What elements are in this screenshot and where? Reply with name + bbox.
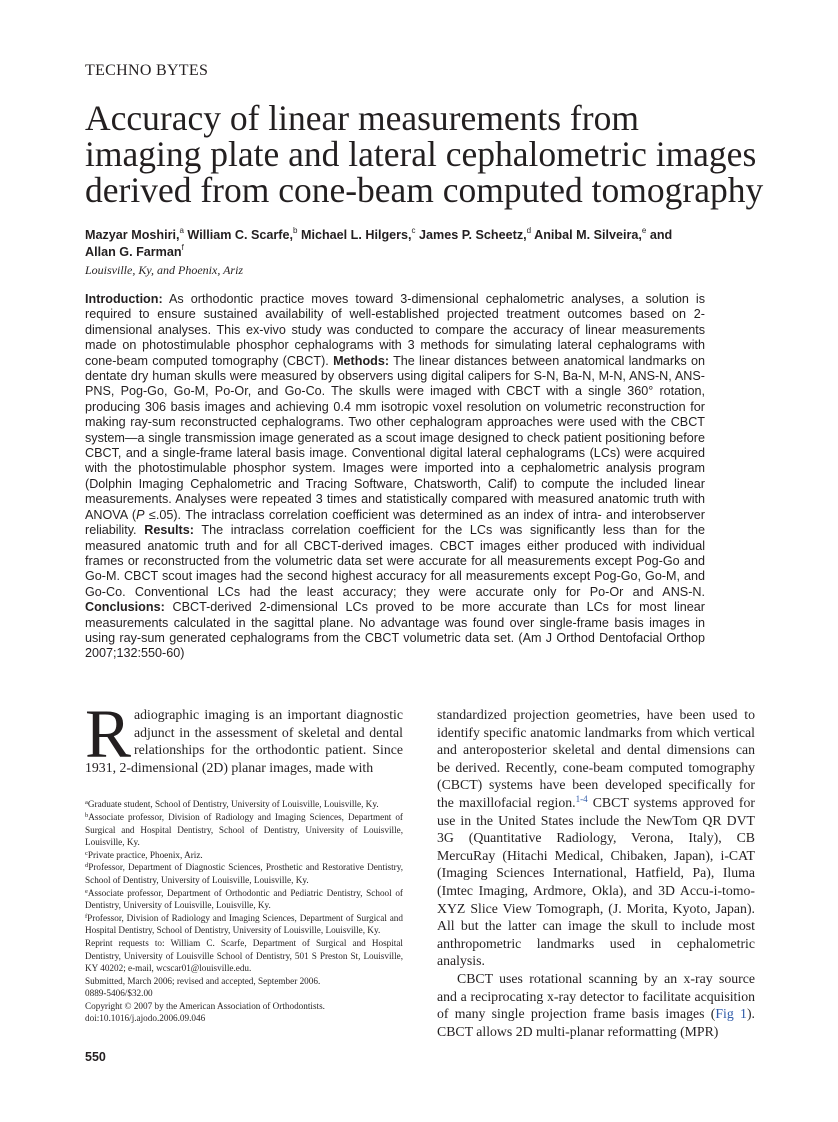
issn: 0889-5406/$32.00 xyxy=(85,988,153,999)
author-name: Mazyar Moshiri, xyxy=(85,228,180,242)
affiliation-mark: a xyxy=(179,226,184,235)
section-label: TECHNO BYTES xyxy=(85,62,209,79)
intro-paragraph xyxy=(85,696,403,776)
abstract-text: CBCT-derived 2-dimensional LCs proved to be more accurate than LCs for most linear measurements calculated in the sagittal plane. No advantage was found over single-frame basis images in using ray-sum generated cephalograms from the CBCT volumetric data set. (Am J Orthod Dentofacial Orthop 2007;132:550-60) xyxy=(85,600,705,661)
footnote-mark: e xyxy=(85,887,88,895)
drop-cap: R xyxy=(85,696,132,772)
author-name: Michael L. Hilgers, xyxy=(297,228,412,242)
abstract-text: The linear distances between anatomical landmarks on dentate dry human skulls were measured by observers using digital calipers for S-N, Ba-N, M-N, ANS-N, ANS-PNS, Pog-Go, Go-M, Po-Or, and Go-Co. The skulls were imaged with CBCT with a single 360° rotation, producing 306 basis images and achieving 0.4 mm isotropic voxel resolution on volumetric reconstruction for making ray-sum reconstructed cephalograms. Two other cephalogram approaches were used with the CBCT system—a single transmission image generated as a scout image designed to check patient positioning before CBCT, and a single-frame lateral basis image. Conventional digital lateral cephalograms (LCs) were acquired with the photostimulable phosphor system. Images were imported into a cephalometric analysis program (Dolphin Imaging Cephalometric and Tracing Software, Chatsworth, Calif) to compute the included linear measurements. Analyses were repeated 3 times and statistically compared with measured anatomic truth with ANOVA ( xyxy=(85,353,705,522)
submission-dates: Submitted, March 2006; revised and accepted, September 2006. xyxy=(85,975,321,986)
title-line: Accuracy of linear measurements from xyxy=(85,98,639,138)
footnote-mark: c xyxy=(85,849,88,857)
affiliation-mark: c xyxy=(411,226,416,235)
reprint-requests: Reprint requests to: William C. Scarfe, Department of Surgical and Hospital Dentistry, University of Louisville School of Dentistry, 501 S Preston St, Louisville, KY 40202; e-mail, wcscar01@louisville.edu. xyxy=(85,937,403,974)
footnote xyxy=(85,849,403,862)
left-column xyxy=(85,696,403,1025)
footnote-text: Professor, Department of Diagnostic Sciences, Prosthetic and Restorative Dentistry, School of Dentistry, University of Louisville, Louisville, Ky. xyxy=(85,862,403,885)
copyright: Copyright © 2007 by the American Association of Orthodontists. xyxy=(85,1000,325,1011)
title-line: imaging plate and lateral cephalometric images xyxy=(85,134,757,174)
paragraph-text: CBCT uses rotational scanning by an x-ray source and a reciprocating x-ray detector to facilitate acquisition of many single projection frame basis images ( xyxy=(437,970,755,1022)
author-location: Louisville, Ky, and Phoenix, Ariz xyxy=(85,263,244,277)
page-number: 550 xyxy=(85,1050,106,1064)
footnote-text: Private practice, Phoenix, Ariz. xyxy=(87,849,203,860)
author-name: Anibal M. Silveira, xyxy=(531,228,642,242)
abstract-heading-results: Results: xyxy=(144,523,194,538)
abstract-text: The intraclass correlation coefficient for the LCs was significantly less than for the measured anatomic truth and for all CBCT-derived images. CBCT images either produced with individual frames or reconstructed from the volumetric data set were accurate for all measurements except Pog-Go and Go-M. CBCT scout images had the second highest accuracy for all measurements except Pog-Go, Go-M, and Go-Co. Conventional LCs had the least accuracy; they were accurate only for Po-Or and ANS-N. xyxy=(85,523,705,599)
footnote-mark: b xyxy=(85,811,89,819)
figure-link[interactable]: Fig 1 xyxy=(715,1006,747,1022)
body-paragraph xyxy=(437,970,755,1040)
affiliation-mark: b xyxy=(293,226,298,235)
abstract-text: As orthodontic practice moves toward 3-dimensional cephalometric analyses, a solution is required to ensure sustained availability of well-established projected treatment outcomes based on 2-dimensional analyses. This ex-vivo study was conducted to compare the accuracy of linear measurements made on photostimulable phosphor cephalograms with 3 methods for simulating lateral cephalograms with cone-beam computed tomography (CBCT). xyxy=(85,292,705,368)
abstract-heading-methods: Methods: xyxy=(333,353,390,368)
author-list xyxy=(85,227,745,261)
footnote xyxy=(85,861,403,886)
abstract xyxy=(85,292,705,662)
author-name: William C. Scarfe, xyxy=(183,228,294,242)
footnote-text: Associate professor, Division of Radiology and Imaging Sciences, Department of Surgical and Hospital Dentistry, School of Dentistry, University of Louisville, Louisville, Ky. xyxy=(85,811,403,848)
title-line: derived from cone-beam computed tomography xyxy=(85,170,764,210)
footnote-mark: d xyxy=(85,862,89,870)
footnote xyxy=(85,887,403,912)
footnote xyxy=(85,798,403,811)
doi: doi:10.1016/j.ajodo.2006.09.046 xyxy=(85,1013,206,1024)
footnote-text: Associate professor, Department of Orthodontic and Pediatric Dentistry, School of Dentistry, University of Louisville, Louisville, Ky. xyxy=(85,887,403,911)
affiliation-mark: e xyxy=(641,226,647,235)
reference-link[interactable]: 1-4 xyxy=(575,793,588,804)
abstract-heading-introduction: Introduction: xyxy=(85,292,163,306)
footnote xyxy=(85,811,403,849)
footnote-text: Professor, Division of Radiology and Imaging Sciences, Department of Surgical and Hospital Dentistry, School of Dentistry, University of Louisville, Louisville, Ky. xyxy=(85,912,403,936)
author-conjunction: and xyxy=(646,228,673,242)
affiliation-mark: f xyxy=(181,243,184,252)
body-paragraph xyxy=(437,706,755,970)
author-name: James P. Scheetz, xyxy=(415,228,527,242)
paragraph-text: adiographic imaging is an important diagnostic adjunct in the assessment of skeletal and dental relationships for the orthodontic patient. Since 1931, 2-dimensional (2D) planar images, made with xyxy=(85,707,403,775)
footnotes xyxy=(85,798,403,1025)
footnote-mark: f xyxy=(85,912,88,920)
footnote-mark: a xyxy=(85,799,88,807)
affiliation-mark: d xyxy=(526,226,532,235)
paragraph-text: standardized projection geometries, have been used to identify specific anatomic landmarks from which vertical and anteroposterior skeletal and dental dimensions can be derived. Recently, cone-beam computed tomography (CBCT) systems have been developed specifically for the maxillofacial region. xyxy=(437,707,755,810)
footnote-text: Graduate student, School of Dentistry, University of Louisville, Louisville, Ky. xyxy=(87,799,379,810)
paragraph-text: ). CBCT allows 2D multi-planar reformatting (MPR) xyxy=(437,1006,755,1039)
abstract-text: ≤.05). The intraclass correlation coefficient was determined as an index of intra- and interobserver reliability. xyxy=(85,507,705,538)
article-title xyxy=(85,100,775,208)
p-value-symbol: P xyxy=(136,507,145,522)
abstract-heading-conclusions: Conclusions: xyxy=(85,600,165,615)
footnote xyxy=(85,912,403,937)
author-name: Allan G. Farman xyxy=(85,245,182,259)
right-column xyxy=(437,706,755,1040)
paragraph-text: CBCT systems approved for use in the United States include the NewTom QR DVT 3G (Quantitative Radiology, Verona, Italy), CB MercuRay (Hitachi Medical, Chibaken, Japan), i-CAT (Imaging Sciences International, Hatfield, Pa), Iluma (Imtec Imaging, Ardmore, Okla), and 3D Accu-i-tomo-XYZ Slice View Tomograph, (J. Morita, Kyoto, Japan). All but the latter can image the skull to include most anthropometric landmarks used in cephalometric analysis. xyxy=(437,794,756,969)
